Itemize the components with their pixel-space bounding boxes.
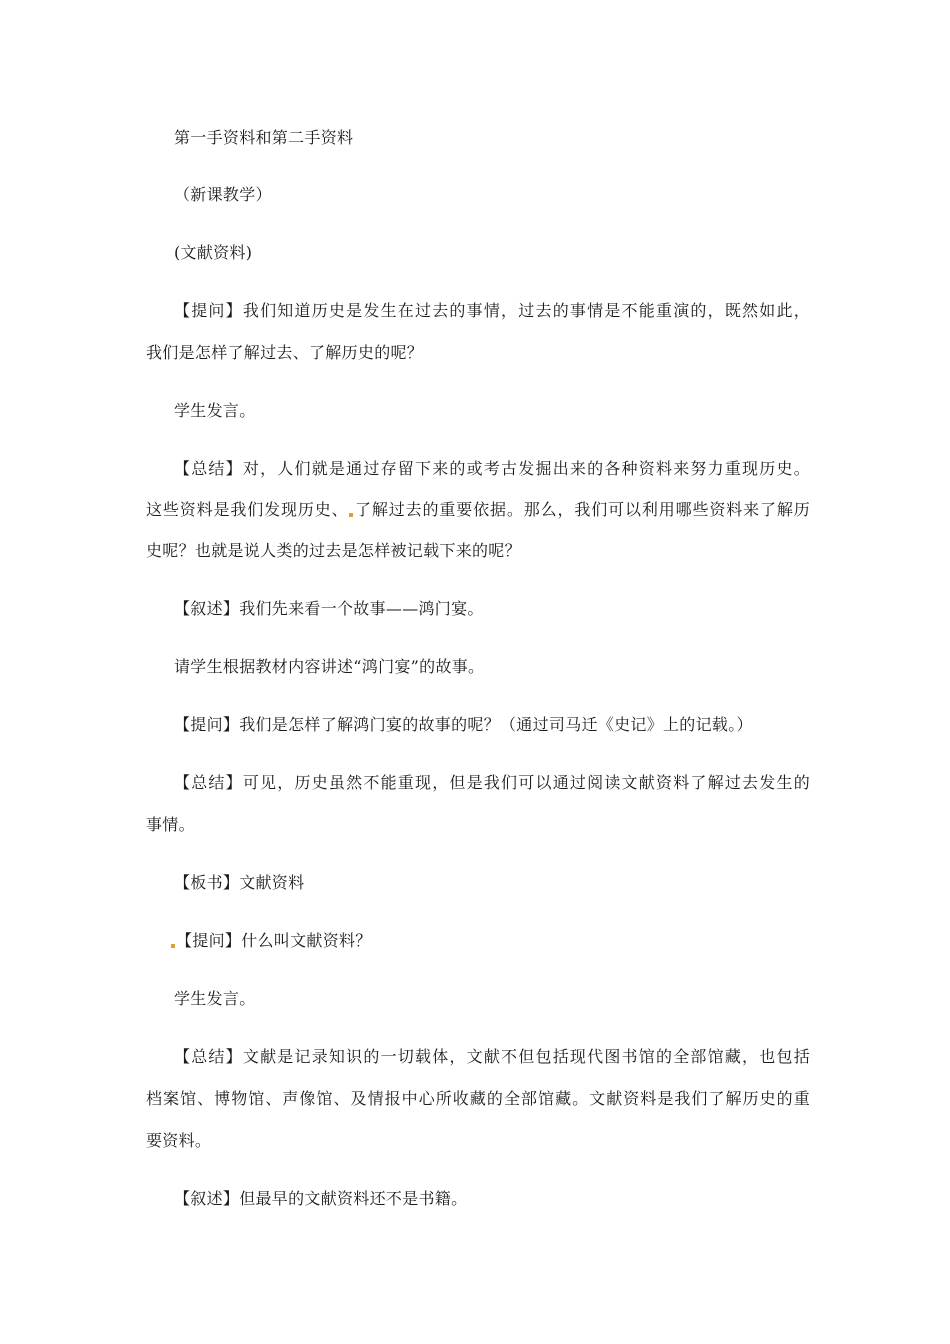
highlight-mark — [171, 944, 175, 948]
paragraph-question-2: 【提问】我们是怎样了解鸿门宴的故事的呢？（通过司马迁《史记》上的记载。） — [174, 715, 753, 734]
subheading-new-lesson: （新课教学） — [174, 185, 272, 204]
student-speech-1: 学生发言。 — [174, 401, 256, 420]
paragraph-summary-1-line-3: 史呢？也就是说人类的过去是怎样被记载下来的呢？ — [146, 541, 521, 560]
paragraph-summary-1-line-2 — [146, 500, 810, 520]
paragraph-summary-3-line-3: 要资料。 — [146, 1131, 212, 1150]
subheading-documents: (文献资料) — [174, 243, 253, 262]
paragraph-summary-3-line-1: 【总结】文献是记录知识的一切载体，文献不但包括现代图书馆的全部馆藏，也包括 — [174, 1047, 810, 1066]
student-speech-2: 学生发言。 — [174, 989, 256, 1008]
paragraph-board-writing: 【板书】文献资料 — [174, 873, 305, 892]
paragraph-summary-1-line-1: 【总结】对，人们就是通过存留下来的或考古发掘出来的各种资料来努力重现历史。 — [174, 459, 810, 478]
paragraph-narration-1: 【叙述】我们先来看一个故事——鸿门宴。 — [174, 599, 484, 618]
paragraph-narration-2: 【叙述】但最早的文献资料还不是书籍。 — [174, 1189, 468, 1208]
paragraph-question-1-line-1: 【提问】我们知道历史是发生在过去的事情，过去的事情是不能重演的，既然如此， — [174, 301, 810, 320]
summary-1-line-2-part-a: 这些资料是我们发现历史、 — [146, 500, 349, 519]
paragraph-question-1-line-2: 我们是怎样了解过去、了解历史的呢？ — [146, 343, 424, 362]
paragraph-summary-3-line-2: 档案馆、博物馆、声像馆、及情报中心所收藏的全部馆藏。文献资料是我们了解历史的重 — [146, 1089, 810, 1108]
paragraph-question-3 — [170, 931, 372, 951]
highlight-mark — [349, 513, 353, 517]
paragraph-summary-2-line-1: 【总结】可见，历史虽然不能重现，但是我们可以通过阅读文献资料了解过去发生的 — [174, 773, 810, 792]
question-3-text: 【提问】什么叫文献资料？ — [176, 931, 372, 950]
paragraph-summary-2-line-2: 事情。 — [146, 815, 195, 834]
summary-1-line-2-part-b: 了解过去的重要依据。那么，我们可以利用哪些资料来了解历 — [354, 500, 810, 519]
student-task: 请学生根据教材内容讲述“鸿门宴”的故事。 — [174, 657, 485, 676]
section-title: 第一手资料和第二手资料 — [174, 128, 354, 147]
